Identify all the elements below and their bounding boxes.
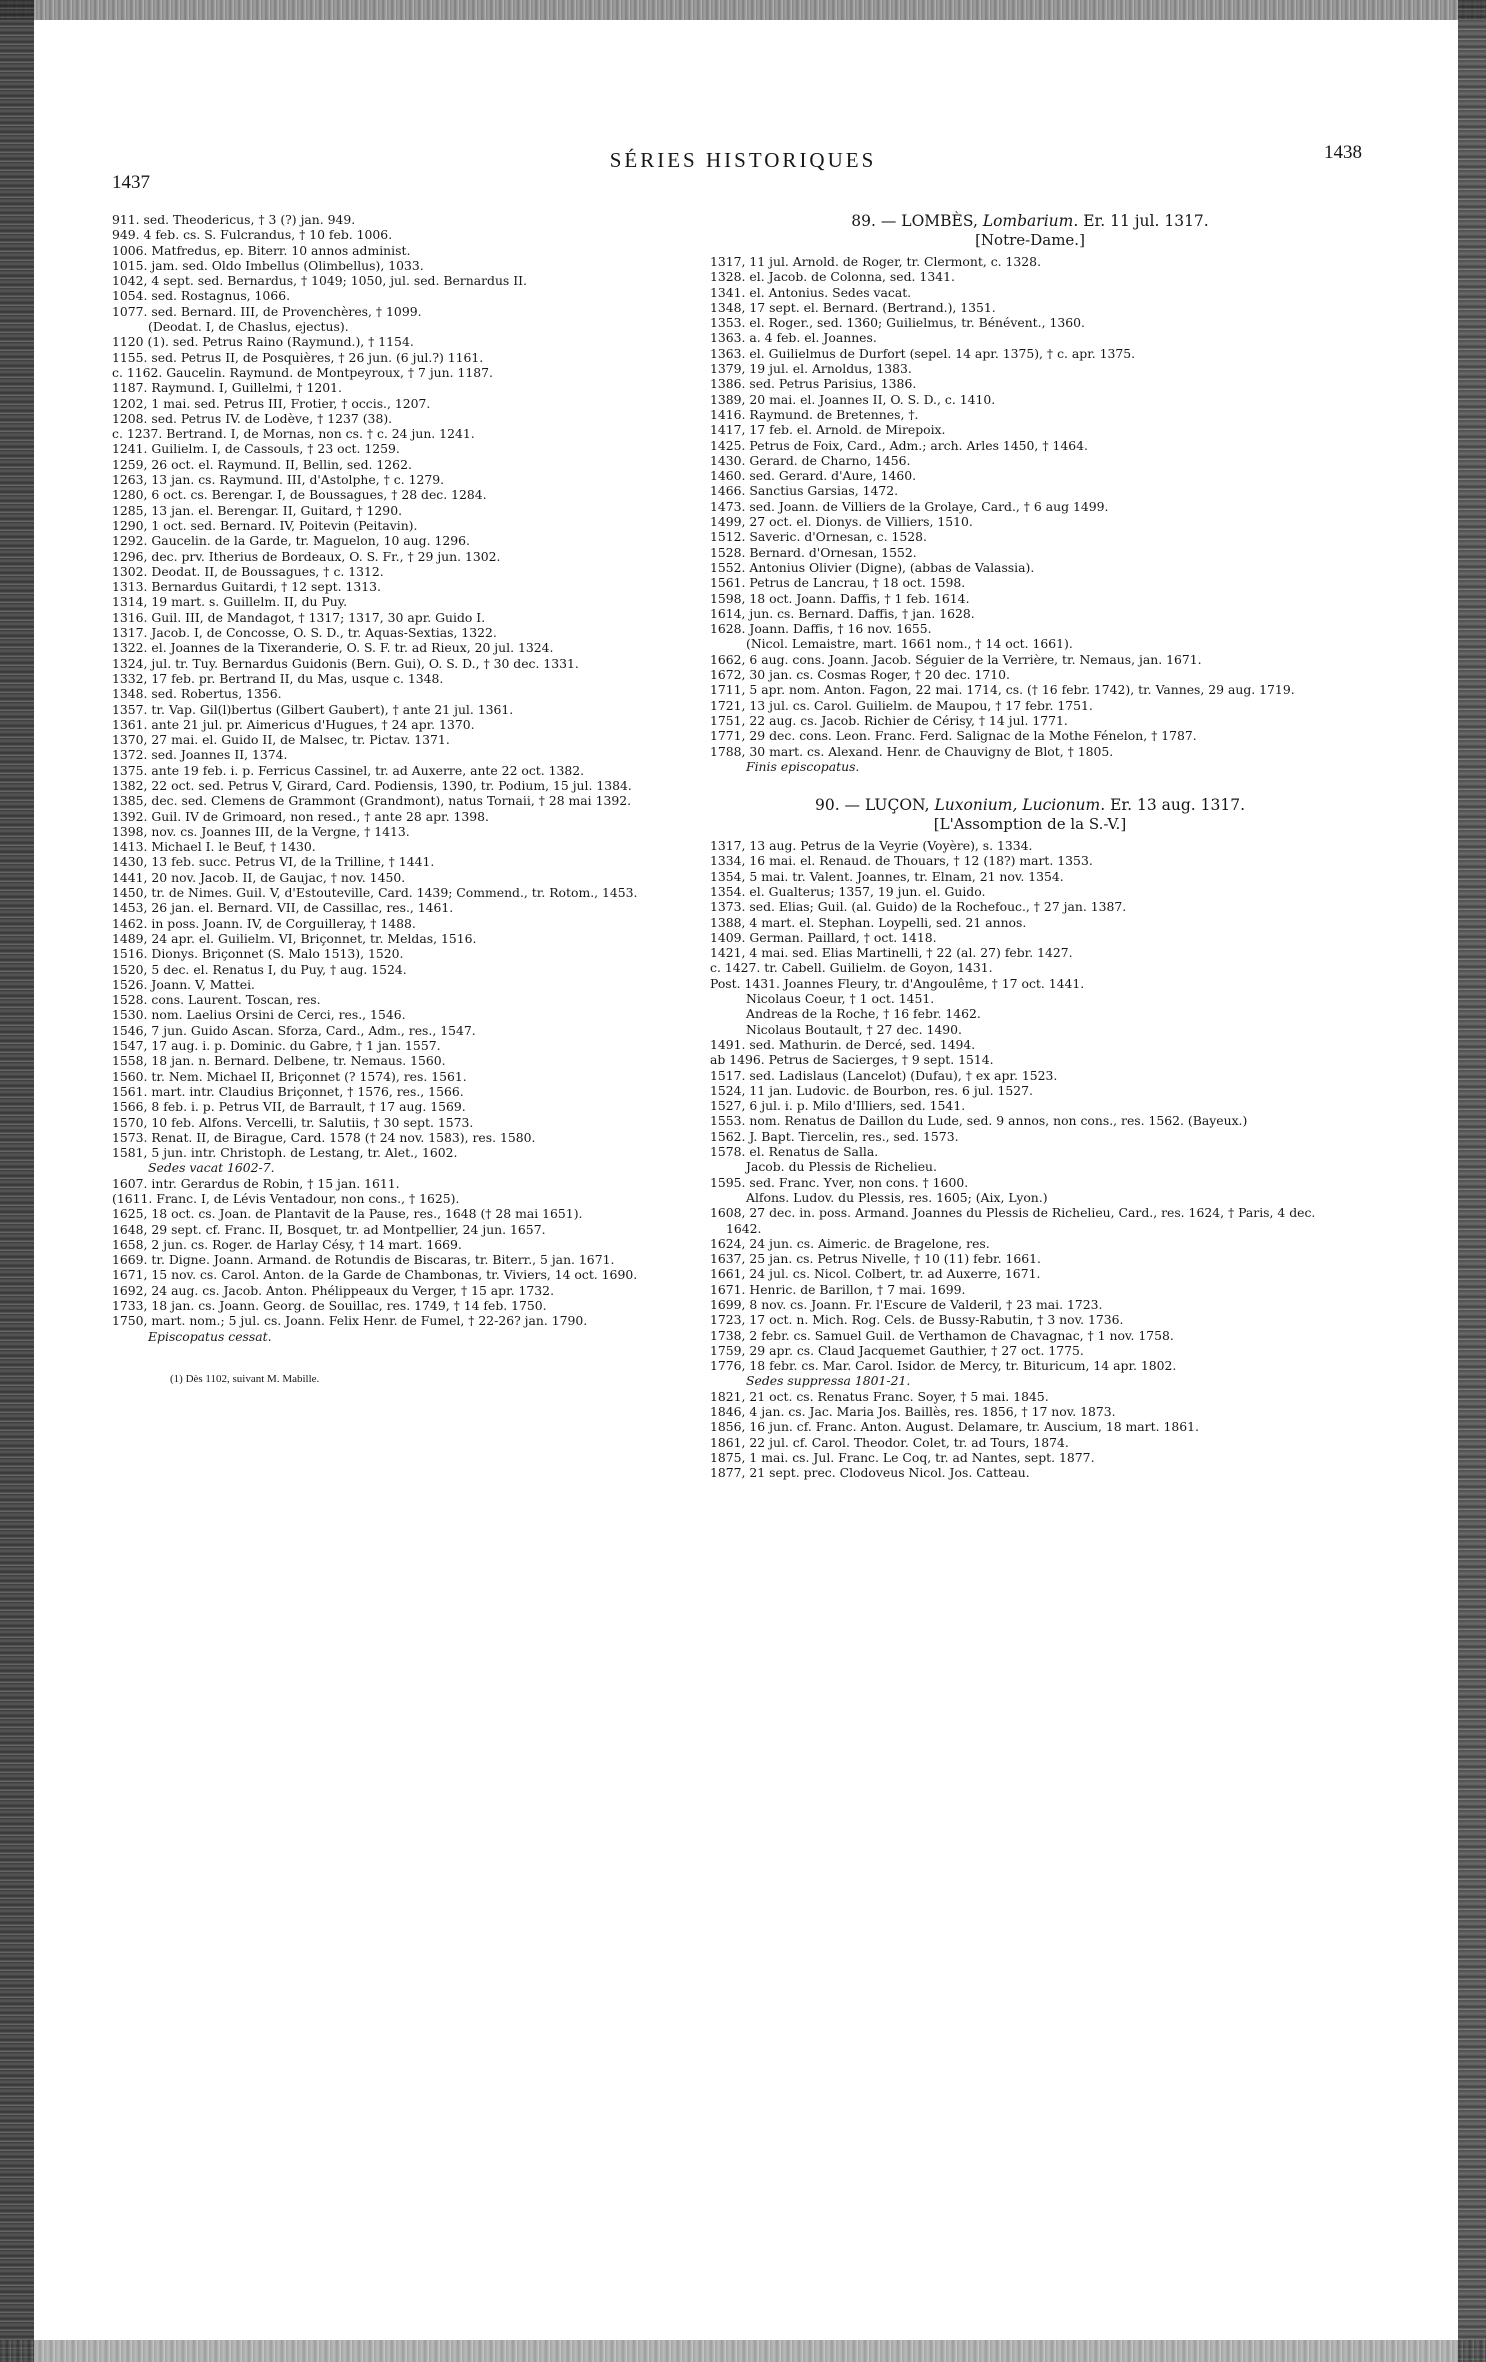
list-item: 1562. J. Bapt. Tiercelin, res., sed. 1573. [710,1128,959,1144]
list-item: 1553. nom. Renatus de Daillon du Lude, sed. 9 annos, non cons., res. 1562. (Bayeux.) [710,1113,1248,1129]
list-item: 1332, 17 feb. pr. Bertrand II, du Mas, usque c. 1348. [112,670,444,686]
list-item: 1416. Raymund. de Bretennes, †. [710,406,919,422]
list-item: 1524, 11 jan. Ludovic. de Bourbon, res. 6 jul. 1527. [710,1082,1033,1098]
list-item: 1375. ante 19 feb. i. p. Ferricus Cassinel, tr. ad Auxerre, ante 22 oct. 1382. [112,762,585,778]
list-item: 1296, dec. prv. Itherius de Bordeaux, O. S. Fr., † 29 jun. 1302. [112,548,501,564]
footnote: (1) Dès 1102, suivant M. Mabille. [170,1372,320,1385]
list-item: Sedes suppressa 1801-21. [746,1373,911,1389]
list-item: 1430, 13 feb. succ. Petrus VI, de la Trilline, † 1441. [112,854,435,870]
list-item: c. 1162. Gaucelin. Raymund. de Montpeyroux, † 7 jun. 1187. [112,364,493,380]
list-item: 1317, 13 aug. Petrus de la Veyrie (Voyère), s. 1334. [710,838,1033,854]
list-item: 1259, 26 oct. el. Raymund. II, Bellin, sed. 1262. [112,456,412,472]
list-item: 1561. mart. intr. Claudius Briçonnet, † 1576, res., 1566. [112,1083,464,1099]
list-item: c. 1237. Bertrand. I, de Mornas, non cs. † c. 24 jun. 1241. [112,426,475,442]
list-item: 1317, 11 jul. Arnold. de Roger, tr. Clermont, c. 1328. [710,254,1042,269]
list-item: 1733, 18 jan. cs. Joann. Georg. de Souillac, res. 1749, † 14 feb. 1750. [112,1298,547,1314]
list-item: 1421, 4 mai. sed. Elias Martinelli, † 22 (al. 27) febr. 1427. [710,945,1073,961]
list-item: 1155. sed. Petrus II, de Posquières, † 26 jun. (6 jul.?) 1161. [112,349,484,365]
list-item: ab 1496. Petrus de Sacierges, † 9 sept. 1514. [710,1052,994,1068]
list-item: 1491. sed. Mathurin. de Dercé, sed. 1494. [710,1036,976,1052]
left-column [112,212,680,1386]
list-item: 1285, 13 jan. el. Berengar. II, Guitard, † 1290. [112,502,403,518]
scan-edge-left [0,0,34,2362]
section-name: LOMBÈS, [901,212,978,230]
list-item: 1570, 10 feb. Alfons. Vercelli, tr. Salutiis, † 30 sept. 1573. [112,1114,474,1130]
list-item: 1382, 22 oct. sed. Petrus V, Girard, Card. Podiensis, 1390, tr. Podium, 15 jul. 1384. [112,777,632,793]
list-item: 1547, 17 aug. i. p. Dominic. du Gabre, † 1 jan. 1557. [112,1038,441,1054]
section-heading-lucon [710,796,1350,834]
section-erection: Er. 11 jul. 1317. [1083,212,1209,230]
list-item: 1302. Deodat. II, de Boussagues, † c. 1312. [112,563,384,579]
list-item: 1608, 27 dec. in. poss. Armand. Joannes du Plessis de Richelieu, Card., res. 1624, † Paris, 4 dec. 1642. [710,1205,1316,1236]
list-item: c. 1427. tr. Cabell. Guilielm. de Goyon, 1431. [710,960,993,976]
list-item: 1314, 19 mart. s. Guillelm. II, du Puy. [112,594,348,610]
list-item: 1861, 22 jul. cf. Carol. Theodor. Colet, tr. ad Tours, 1874. [710,1434,1069,1450]
list-item: 1473. sed. Joann. de Villiers de la Grolaye, Card., † 6 aug 1499. [710,498,1109,514]
list-item: 1578. el. Renatus de Salla. [710,1144,879,1160]
list-item: 1573. Renat. II, de Birague, Card. 1578 († 24 nov. 1583), res. 1580. [112,1129,536,1145]
list-item: 1202, 1 mai. sed. Petrus III, Frotier, † occis., 1207. [112,395,431,411]
list-item: 1528. Bernard. d'Ornesan, 1552. [710,544,917,560]
section-dedication: [Notre-Dame.] [975,231,1085,249]
list-item: 1517. sed. Ladislaus (Lancelot) (Dufau), † ex apr. 1523. [710,1067,1058,1083]
list-item: Nicolaus Boutault, † 27 dec. 1490. [746,1021,962,1037]
list-item: 1877, 21 sept. prec. Clodoveus Nicol. Jos. Catteau. [710,1465,1030,1481]
list-item: 1776, 18 febr. cs. Mar. Carol. Isidor. de Mercy, tr. Bituricum, 14 apr. 1802. [710,1358,1177,1374]
section-number: 89. — [851,212,897,230]
list-item: 1241. Guilielm. I, de Cassouls, † 23 oct. 1259. [112,441,400,457]
list-item: 1006. Matfredus, ep. Biterr. 10 annos administ. [112,242,411,258]
section-erection: Er. 13 aug. 1317. [1110,796,1246,815]
list-item: 1263, 13 jan. cs. Raymund. III, d'Astolphe, † c. 1279. [112,472,445,488]
list-item: 1372. sed. Joannes II, 1374. [112,747,288,763]
list-item: 1354, 5 mai. tr. Valent. Joannes, tr. Elnam, 21 nov. 1354. [710,868,1064,884]
list-item: 1363. el. Guilielmus de Durfort (sepel. 14 apr. 1375), † c. apr. 1375. [710,345,1136,361]
list-item: 1385, dec. sed. Clemens de Grammont (Grandmont), natus Tornaii, † 28 mai 1392. [112,793,632,809]
list-item: 1353. el. Roger., sed. 1360; Guilielmus, tr. Bénévent., 1360. [710,315,1085,331]
list-item: 1750, mart. nom.; 5 jul. cs. Joann. Felix Henr. de Fumel, † 22-26? jan. 1790. [112,1313,588,1329]
list-item: 1671. Henric. de Barillon, † 7 mai. 1699. [710,1281,966,1297]
list-item: 1512. Saveric. d'Ornesan, c. 1528. [710,529,927,545]
list-item: 1317. Jacob. I, de Concosse, O. S. D., tr. Aquas-Sextias, 1322. [112,625,497,641]
list-item: 1450, tr. de Nimes. Guil. V, d'Estouteville, Card. 1439; Commend., tr. Rotom., 1453. [112,885,638,901]
list-item: Andreas de la Roche, † 16 febr. 1462. [746,1006,981,1022]
list-item: 1648, 29 sept. cf. Franc. II, Bosquet, tr. ad Montpellier, 24 jun. 1657. [112,1221,546,1237]
list-item: 1738, 2 febr. cs. Samuel Guil. de Verthamon de Chavagnac, † 1 nov. 1758. [710,1327,1174,1343]
section-heading-lombes [710,212,1350,250]
list-item: 1290, 1 oct. sed. Bernard. IV, Poitevin (Peitavin). [112,517,418,533]
list-item: 1598, 18 oct. Joann. Daffis, † 1 feb. 1614. [710,590,970,606]
list-item: 1042, 4 sept. sed. Bernardus, † 1049; 1050, jul. sed. Bernardus II. [112,273,527,289]
list-item: 1322. el. Joannes de la Tixeranderie, O. S. F. tr. ad Rieux, 20 jul. 1324. [112,640,554,656]
list-item: 1561. Petrus de Lancrau, † 18 oct. 1598. [710,575,966,591]
list-item: 1581, 5 jun. intr. Christoph. de Lestang, tr. Alet., 1602. [112,1145,458,1161]
list-item: 1208. sed. Petrus IV. de Lodève, † 1237 (38). [112,410,393,426]
list-item: 1546, 7 jun. Guido Ascan. Sforza, Card., Adm., res., 1547. [112,1022,476,1038]
list-item: 1357. tr. Vap. Gil(l)bertus (Gilbert Gaubert), † ante 21 jul. 1361. [112,701,514,717]
list-item: Episcopatus cessat. [148,1328,272,1344]
list-item: (Deodat. I, de Chaslus, ejectus). [148,319,349,335]
list-item: 1460. sed. Gerard. d'Aure, 1460. [710,468,917,484]
list-item: 1527, 6 jul. i. p. Milo d'Illiers, sed. 1541. [710,1098,966,1114]
list-item: 1348. sed. Robertus, 1356. [112,686,282,702]
list-item: 1624, 24 jun. cs. Aimeric. de Bragelone, res. [710,1235,990,1251]
list-item: 1077. sed. Bernard. III, de Provenchères, † 1099. [112,303,422,319]
list-item: 1595. sed. Franc. Yver, non cons. † 1600. [710,1174,969,1190]
scan-edge-right [1458,0,1486,2362]
list-item: 1354. el. Gualterus; 1357, 19 jun. el. Guido. [710,883,986,899]
list-item: 1875, 1 mai. cs. Jul. Franc. Le Coq, tr. ad Nantes, sept. 1877. [710,1449,1095,1465]
section-name: LUÇON, [864,796,930,815]
list-item: 1788, 30 mart. cs. Alexand. Henr. de Chauvigny de Blot, † 1805. [710,743,1114,759]
list-item: (Nicol. Lemaistre, mart. 1661 nom., † 14 oct. 1661). [746,636,1073,652]
list-item: 949. 4 feb. cs. S. Fulcrandus, † 10 feb. 1006. [112,227,393,243]
list-item: 1671, 15 nov. cs. Carol. Anton. de la Garde de Chambonas, tr. Viviers, 14 oct. 1690. [112,1267,638,1283]
list-item: 1528. cons. Laurent. Toscan, res. [112,992,321,1008]
list-item: 1489, 24 apr. el. Guilielm. VI, Briçonnet, tr. Meldas, 1516. [112,930,477,946]
list-item: 1721, 13 jul. cs. Carol. Guilielm. de Maupou, † 17 febr. 1751. [710,697,1093,713]
running-title: SÉRIES HISTORIQUES [609,148,877,172]
list-item: 1669. tr. Digne. Joann. Armand. de Rotundis de Biscaras, tr. Biterr., 5 jan. 1671. [112,1252,615,1268]
list-item: 1328. el. Jacob. de Colonna, sed. 1341. [710,269,955,285]
list-item: 1379, 19 jul. el. Arnoldus, 1383. [710,361,912,377]
list-item: (1611. Franc. I, de Lévis Ventadour, non cons., † 1625). [112,1191,460,1206]
lucon-entry-list [710,838,1350,1480]
list-item: 1759, 29 apr. cs. Claud Jacquemet Gauthier, † 27 oct. 1775. [710,1342,1084,1358]
list-item: 1413. Michael I. le Beuf, † 1430. [112,839,316,855]
list-item: 1341. el. Antonius. Sedes vacat. [710,284,912,300]
list-item: 1370, 27 mai. el. Guido II, de Malsec, tr. Pictav. 1371. [112,732,450,748]
list-item: 1499, 27 oct. el. Dionys. de Villiers, 1510. [710,514,973,530]
list-item: 1466. Sanctius Garsias, 1472. [710,483,899,499]
list-item: 911. sed. Theodericus, † 3 (?) jan. 949. [112,212,356,227]
list-item: 1658, 2 jun. cs. Roger. de Harlay Césy, † 14 mart. 1669. [112,1236,462,1252]
lombes-entry-list [710,254,1350,774]
list-item: 1348, 17 sept. el. Bernard. (Bertrand.), 1351. [710,299,996,315]
list-item: 1821, 21 oct. cs. Renatus Franc. Soyer, † 5 mai. 1845. [710,1388,1049,1404]
list-item: 1386. sed. Petrus Parisius, 1386. [710,376,917,392]
list-item: 1723, 17 oct. n. Mich. Rog. Cels. de Bussy-Rabutin, † 3 nov. 1736. [710,1312,1124,1328]
list-item: Alfons. Ludov. du Plessis, res. 1605; (Aix, Lyon.) [746,1189,1048,1205]
list-item: 1280, 6 oct. cs. Berengar. I, de Boussagues, † 28 dec. 1284. [112,487,487,503]
scan-edge-bottom [0,2340,1486,2362]
list-item: 1417, 17 feb. el. Arnold. de Mirepoix. [710,422,946,438]
list-item: 1054. sed. Rostagnus, 1066. [112,288,291,304]
list-item: 1699, 8 nov. cs. Joann. Fr. l'Escure de Valderil, † 23 mai. 1723. [710,1297,1103,1312]
list-item: Finis episcopatus. [746,758,860,774]
list-item: 1430. Gerard. de Charno, 1456. [710,452,911,468]
list-item: 1313. Bernardus Guitardi, † 12 sept. 1313. [112,579,381,595]
list-item: 1711, 5 apr. nom. Anton. Fagon, 22 mai. 1714, cs. († 16 febr. 1742), tr. Vannes, 29 aug. 1719. [710,682,1295,698]
scan-edge-top [0,0,1486,20]
list-item: 1441, 20 nov. Jacob. II, de Gaujac, † nov. 1450. [112,869,406,885]
list-item: 1292. Gaucelin. de la Garde, tr. Maguelon, 10 aug. 1296. [112,533,470,549]
list-item: 1520, 5 dec. el. Renatus I, du Puy, † aug. 1524. [112,961,407,977]
list-item: 1552. Antonius Olivier (Digne), (abbas de Valassia). [710,559,1035,575]
list-item: 1692, 24 aug. cs. Jacob. Anton. Phélippeaux du Verger, † 15 apr. 1732. [112,1282,555,1298]
list-item: Jacob. du Plessis de Richelieu. [746,1159,937,1175]
list-item: 1662, 6 aug. cons. Joann. Jacob. Séguier de la Verrière, tr. Nemaus, jan. 1671. [710,651,1202,667]
list-item: 1453, 26 jan. el. Bernard. VII, de Cassillac, res., 1461. [112,900,454,916]
list-item: 1614, jun. cs. Bernard. Daffis, † jan. 1628. [710,605,975,621]
list-item: 1324, jul. tr. Tuy. Bernardus Guidonis (Bern. Gui), O. S. D., † 30 dec. 1331. [112,655,579,671]
list-item: 1015. jam. sed. Oldo Imbellus (Olimbellus), 1033. [112,257,424,273]
list-item: 1373. sed. Elias; Guil. (al. Guido) de la Rochefouc., † 27 jan. 1387. [710,899,1127,915]
list-item: 1526. Joann. V, Mattei. [112,976,255,992]
section-dedication: [L'Assomption de la S.-V.] [933,815,1127,834]
list-item: 1389, 20 mai. el. Joannes II, O. S. D., c. 1410. [710,391,996,407]
list-item: 1120 (1). sed. Petrus Raino (Raymund.), † 1154. [112,334,414,350]
list-item: 1388, 4 mart. el. Stephan. Loypelli, sed. 21 annos. [710,914,1027,930]
list-item: 1558, 18 jan. n. Bernard. Delbene, tr. Nemaus. 1560. [112,1053,446,1069]
list-item: 1363. a. 4 feb. el. Joannes. [710,330,877,346]
list-item: 1846, 4 jan. cs. Jac. Maria Jos. Baillès, res. 1856, † 17 nov. 1873. [710,1404,1116,1420]
list-item: 1625, 18 oct. cs. Joan. de Plantavit de la Pause, res., 1648 († 28 mai 1651). [112,1206,583,1222]
list-item: 1566, 8 feb. i. p. Petrus VII, de Barrault, † 17 aug. 1569. [112,1099,466,1115]
list-item: 1672, 30 jan. cs. Cosmas Roger, † 20 dec. 1710. [710,667,1010,683]
list-item: 1751, 22 aug. cs. Jacob. Richier de Cérisy, † 14 jul. 1771. [710,712,1068,728]
list-item: 1637, 25 jan. cs. Petrus Nivelle, † 10 (11) febr. 1661. [710,1251,1041,1267]
page-number-right: 1438 [1324,142,1362,163]
list-item: Nicolaus Coeur, † 1 oct. 1451. [746,991,935,1007]
list-item: 1856, 16 jun. cf. Franc. Anton. August. Delamare, tr. Auscium, 18 mart. 1861. [710,1419,1199,1435]
section-latin-name: Luxonium, Lucionum. [934,796,1106,815]
list-item: 1771, 29 dec. cons. Leon. Franc. Ferd. Salignac de la Mothe Fénelon, † 1787. [710,728,1197,744]
list-item: 1628. Joann. Daffis, † 16 nov. 1655. [710,621,932,637]
list-item: 1392. Guil. IV de Grimoard, non resed., † ante 28 apr. 1398. [112,808,489,824]
list-item: 1334, 16 mai. el. Renaud. de Thouars, † 12 (18?) mart. 1353. [710,853,1093,869]
list-item: 1516. Dionys. Briçonnet (S. Malo 1513), 1520. [112,946,404,962]
list-item: 1462. in poss. Joann. IV, de Corguilleray, † 1488. [112,915,416,931]
list-item: 1607. intr. Gerardus de Robin, † 15 jan. 1611. [112,1175,400,1191]
list-item: Sedes vacat 1602-7. [148,1160,275,1176]
right-column [710,212,1350,1481]
list-item: 1361. ante 21 jul. pr. Aimericus d'Hugues, † 24 apr. 1370. [112,716,475,732]
list-item: 1530. nom. Laelius Orsini de Cerci, res., 1546. [112,1007,406,1023]
list-item: 1661, 24 jul. cs. Nicol. Colbert, tr. ad Auxerre, 1671. [710,1266,1041,1282]
list-item: 1398, nov. cs. Joannes III, de la Vergne, † 1413. [112,823,410,839]
page-number-left: 1437 [112,172,150,193]
list-item: Post. 1431. Joannes Fleury, tr. d'Angoulême, † 17 oct. 1441. [710,975,1085,991]
left-entry-list [112,212,680,1344]
list-item: 1187. Raymund. I, Guillelmi, † 1201. [112,380,342,396]
section-number: 90. — [814,796,861,815]
list-item: 1316. Guil. III, de Mandagot, † 1317; 1317, 30 apr. Guido I. [112,609,486,625]
list-item: 1425. Petrus de Foix, Card., Adm.; arch. Arles 1450, † 1464. [710,437,1088,453]
list-item: 1560. tr. Nem. Michael II, Briçonnet (? 1574), res. 1561. [112,1068,467,1084]
section-latin-name: Lombarium. [982,212,1079,230]
list-item: 1409. German. Paillard, † oct. 1418. [710,929,937,945]
